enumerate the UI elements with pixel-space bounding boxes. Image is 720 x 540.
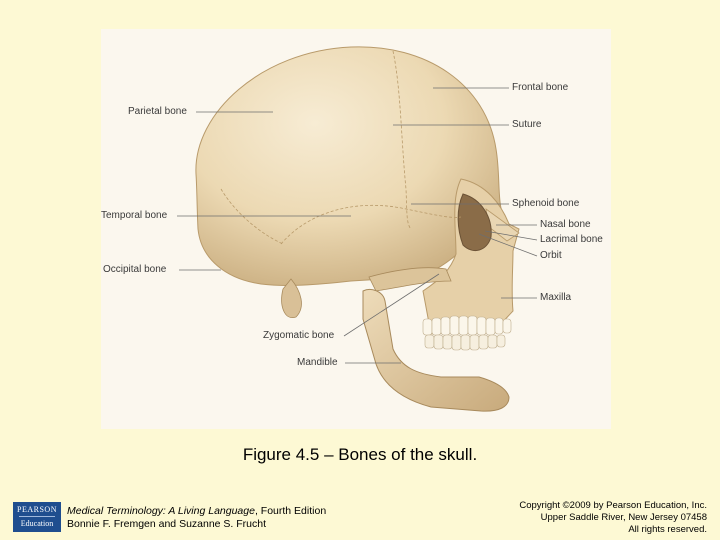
- label-temporal-bone: Temporal bone: [101, 210, 168, 221]
- figure-caption: Figure 4.5 – Bones of the skull.: [242, 445, 478, 464]
- book-edition: , Fourth Edition: [254, 505, 327, 517]
- label-mandible: Mandible: [297, 357, 338, 368]
- label-maxilla: Maxilla: [540, 292, 572, 303]
- label-occipital-bone: Occipital bone: [103, 264, 167, 275]
- logo-divider: [19, 516, 55, 517]
- logo-line-2: Education: [20, 519, 54, 528]
- skull-figure: [101, 29, 611, 429]
- label-suture: Suture: [512, 119, 542, 130]
- book-title-line: [67, 505, 326, 518]
- label-frontal-bone: Frontal bone: [512, 82, 569, 93]
- label-orbit: Orbit: [540, 250, 562, 261]
- copyright-line-3: All rights reserved.: [628, 524, 707, 535]
- book-title: Medical Terminology: A Living Language: [67, 505, 255, 517]
- book-authors: Bonnie F. Fremgen and Suzanne S. Frucht: [67, 518, 267, 530]
- pearson-logo: [13, 502, 61, 532]
- logo-line-1: PEARSON: [17, 505, 57, 514]
- lower-teeth: [425, 335, 505, 350]
- upper-teeth: [423, 316, 511, 335]
- label-sphenoid-bone: Sphenoid bone: [512, 198, 580, 209]
- label-zygomatic-bone: Zygomatic bone: [263, 330, 335, 341]
- copyright-notice: [519, 500, 707, 536]
- label-nasal-bone: Nasal bone: [540, 219, 591, 230]
- copyright-line-1: Copyright ©2009 by Pearson Education, Inc.: [519, 500, 707, 511]
- book-citation: [67, 505, 326, 531]
- copyright-line-2: Upper Saddle River, New Jersey 07458: [540, 512, 707, 523]
- label-parietal-bone: Parietal bone: [128, 106, 187, 117]
- label-lacrimal-bone: Lacrimal bone: [540, 234, 603, 245]
